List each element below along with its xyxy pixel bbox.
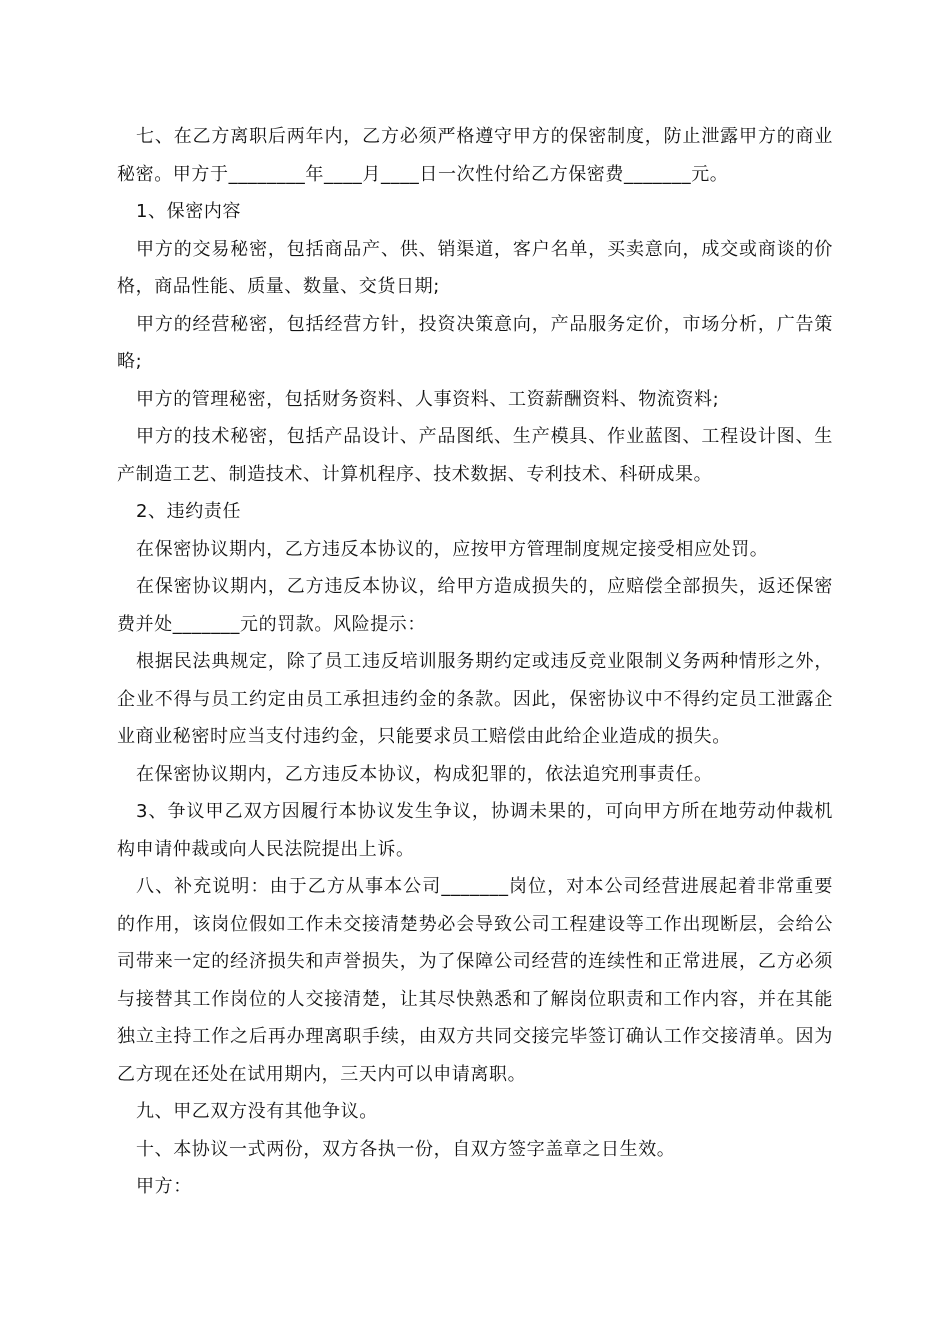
management-secret-paragraph: 甲方的管理秘密，包括财务资料、人事资料、工资薪酬资料、物流资料; bbox=[136, 388, 720, 410]
liability-penalty-paragraph: 在保密协议期内，乙方违反本协议的，应按甲方管理制度规定接受相应处罚。 bbox=[136, 538, 769, 560]
risk-notice-paragraph: 根据民法典规定，除了员工违反培训服务期约定或违反竞业限制义务两种情形之外，企业不得与员工约定由员工承担违约金的条款。因此，保密协议中不得约定员工泄露企业商业秘密时应当支付违约金，只能要求员工赔偿由此给企业造成的损失。 bbox=[117, 651, 833, 747]
section-confidential-content-heading: 1、保密内容 bbox=[136, 201, 242, 222]
party-a-signature-label: 甲方： bbox=[136, 1176, 192, 1197]
clause-eight-supplement: 八、补充说明：由于乙方从事本公司_______岗位，对本公司经营进展起着非常重要的作用，该岗位假如工作未交接清楚势必会导致公司工程建设等工作出现断层，会给公司带来一定的经济损失和声誉损失，为了保障公司经营的连续性和正常进展，乙方必须与接替其工作岗位的人交接清楚，让其尽快熟悉和了解岗位职责和工作内容，并在其能独立主持工作之后再办理离职手续，由双方共同交接完毕签订确认工作交接清单。因为乙方现在还处在试用期内，三天内可以申请离职。 bbox=[117, 876, 833, 1085]
business-secret-paragraph: 甲方的经营秘密，包括经营方针，投资决策意向，产品服务定价，市场分析，广告策略; bbox=[117, 313, 833, 372]
dispute-clause: 3、争议甲乙双方因履行本协议发生争议，协调未果的，可向甲方所在地劳动仲裁机构申请仲裁或向人民法院提出上诉。 bbox=[117, 801, 833, 860]
clause-seven: 七、在乙方离职后两年内，乙方必须严格遵守甲方的保密制度，防止泄露甲方的商业秘密。甲方于________年____月____日一次性付给乙方保密费_______元。 bbox=[117, 126, 833, 185]
document-page bbox=[117, 118, 833, 1206]
criminal-liability-paragraph: 在保密协议期内，乙方违反本协议，构成犯罪的，依法追究刑事责任。 bbox=[136, 763, 713, 785]
clause-nine: 九、甲乙双方没有其他争议。 bbox=[136, 1101, 378, 1122]
clause-ten: 十、本协议一式两份，双方各执一份，自双方签字盖章之日生效。 bbox=[136, 1138, 676, 1160]
liability-compensation-paragraph: 在保密协议期内，乙方违反本协议，给甲方造成损失的，应赔偿全部损失，返还保密费并处_______元的罚款。风险提示： bbox=[117, 576, 833, 635]
section-liability-heading: 2、违约责任 bbox=[136, 501, 242, 522]
trade-secret-paragraph: 甲方的交易秘密，包括商品产、供、销渠道，客户名单，买卖意向，成交或商谈的价格，商品性能、质量、数量、交货日期; bbox=[117, 238, 833, 297]
technical-secret-paragraph: 甲方的技术秘密，包括产品设计、产品图纸、生产模具、作业蓝图、工程设计图、生产制造工艺、制造技术、计算机程序、技术数据、专利技术、科研成果。 bbox=[117, 426, 833, 485]
